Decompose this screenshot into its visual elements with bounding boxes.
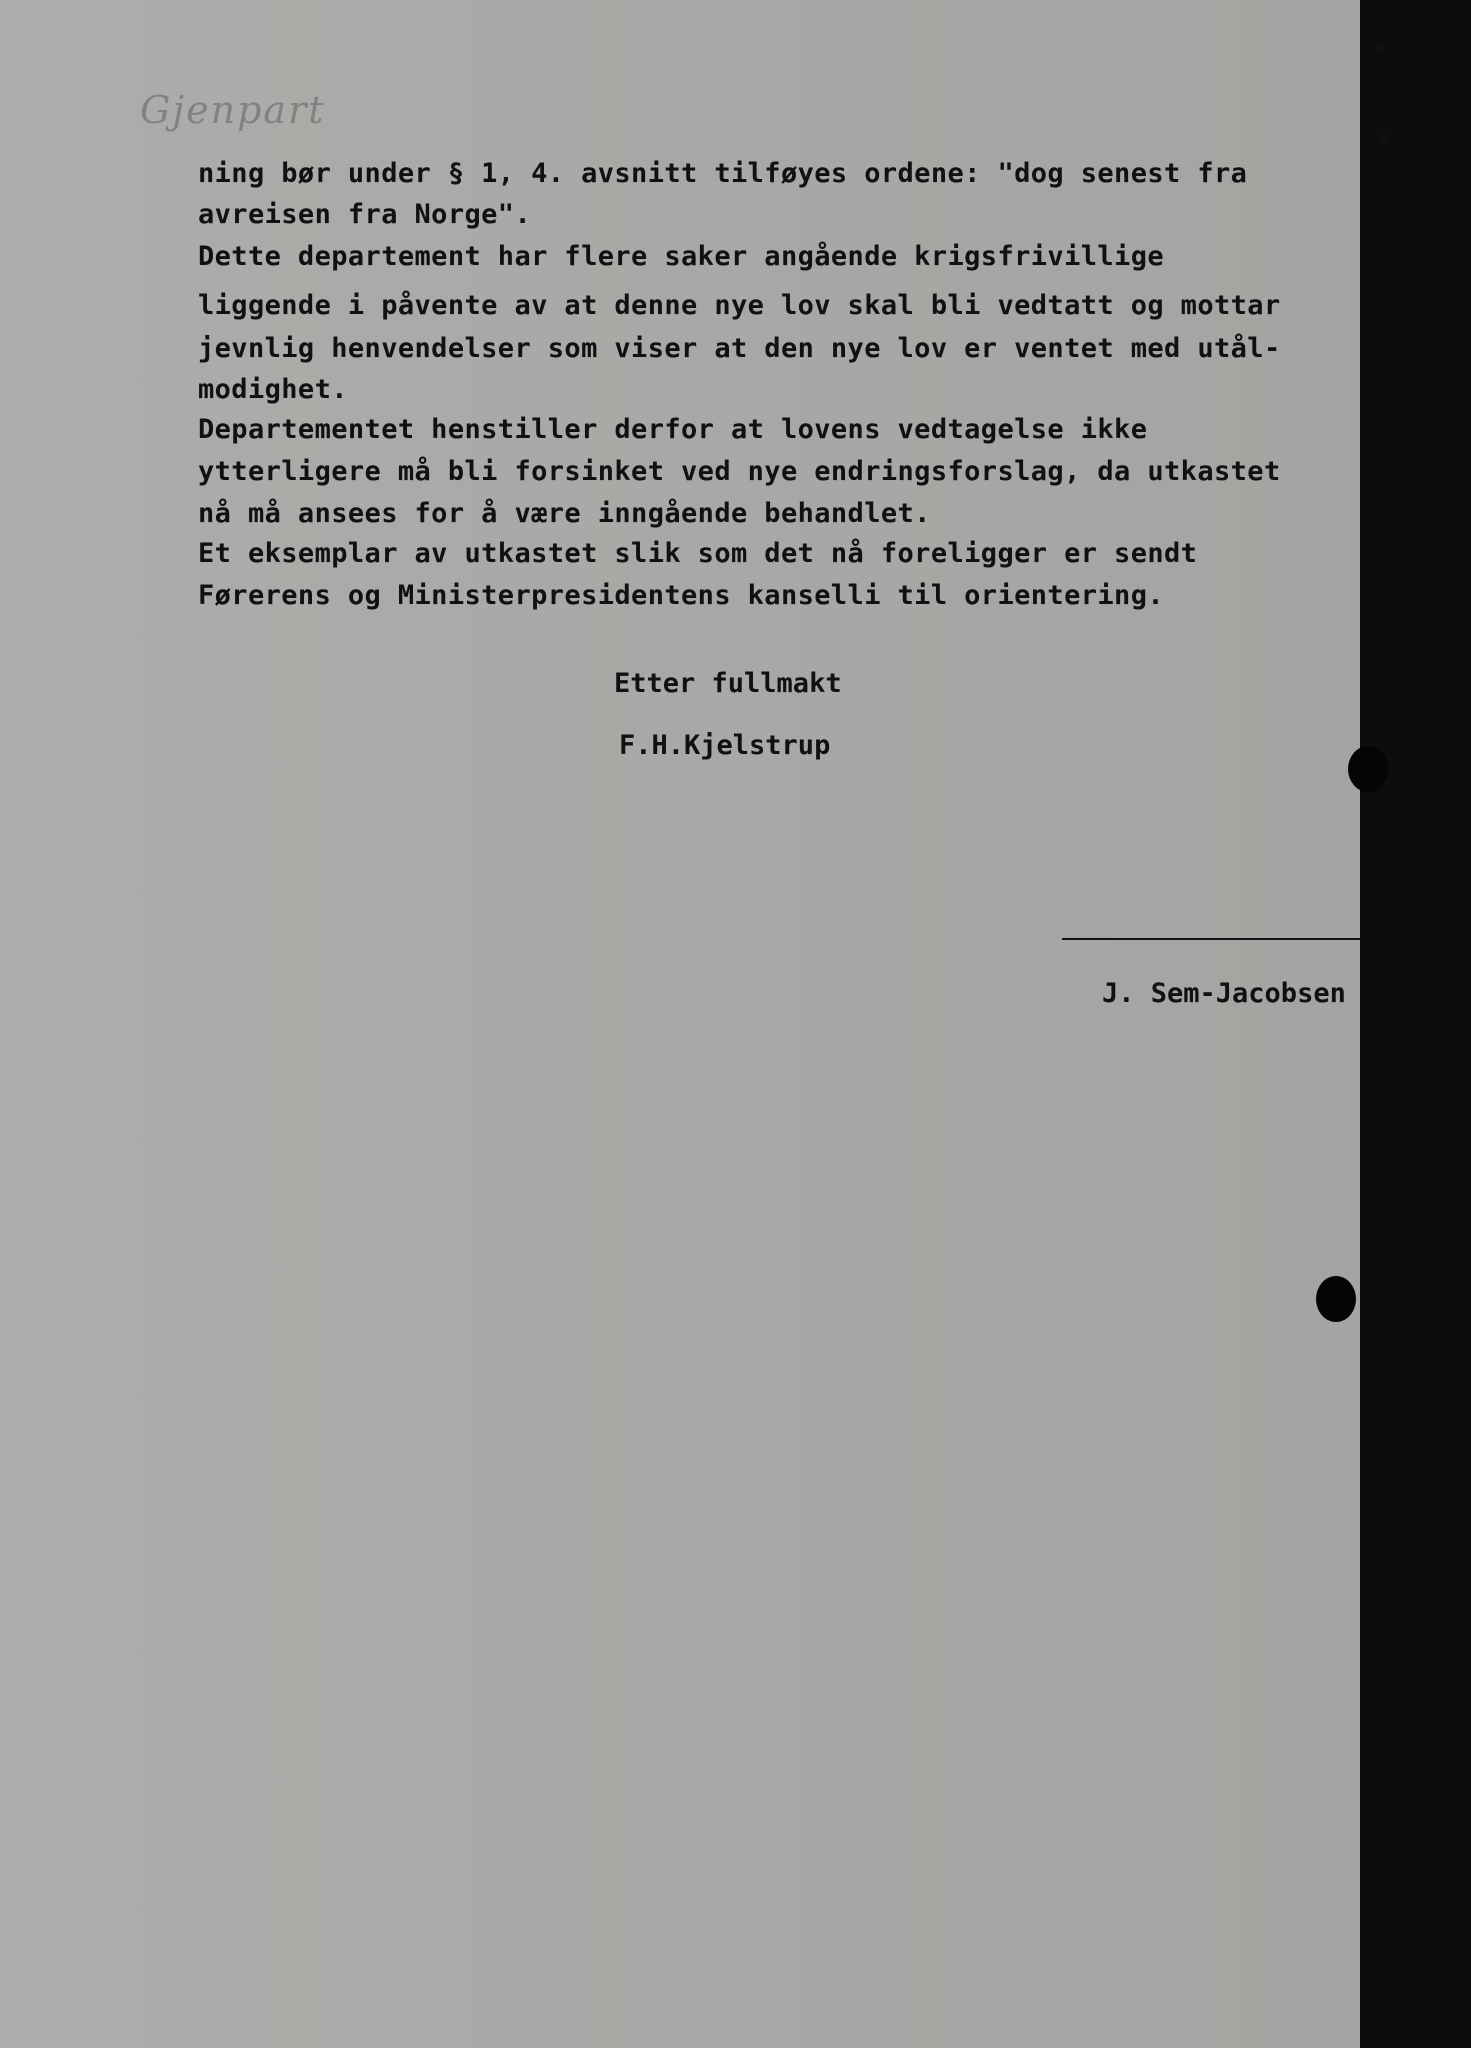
body-line: modighet.	[198, 374, 348, 405]
body-line: ytterligere må bli forsinket ved nye endringsforslag, da utkastet	[198, 456, 1281, 487]
speck	[1380, 134, 1388, 144]
gjenpart-stamp: Gjenpart	[140, 88, 326, 132]
body-line: Departementet henstiller derfor at lovens vedtagelse ikke	[198, 414, 1148, 445]
body-line: Dette departement har flere saker angående krigsfrivillige	[198, 241, 1165, 272]
body-line: ning bør under § 1, 4. avsnitt tilføyes ordene: "dog senest fra	[198, 158, 1248, 189]
punch-hole-top	[1348, 746, 1388, 792]
body-line: Et eksemplar av utkastet slik som det nå foreligger er sendt	[198, 538, 1198, 569]
body-line: Førerens og Ministerpresidentens kanselli til orientering.	[198, 580, 1165, 611]
signature-line	[1062, 938, 1410, 940]
body-line: jevnlig henvendelser som viser at den nye lov er ventet med utål-	[198, 333, 1281, 364]
closing-phrase: Etter fullmakt	[614, 668, 842, 699]
punch-hole-bottom	[1316, 1276, 1356, 1322]
cosignatory-name: J. Sem-Jacobsen	[1102, 978, 1346, 1009]
scan-border	[1360, 0, 1471, 2048]
body-line: liggende i påvente av at denne nye lov skal bli vedtatt og mottar	[198, 290, 1281, 321]
body-line: avreisen fra Norge".	[198, 199, 532, 230]
speck	[1376, 44, 1382, 52]
signatory-name: F.H.Kjelstrup	[619, 730, 831, 761]
body-line: nå må ansees for å være inngående behandlet.	[198, 498, 931, 529]
